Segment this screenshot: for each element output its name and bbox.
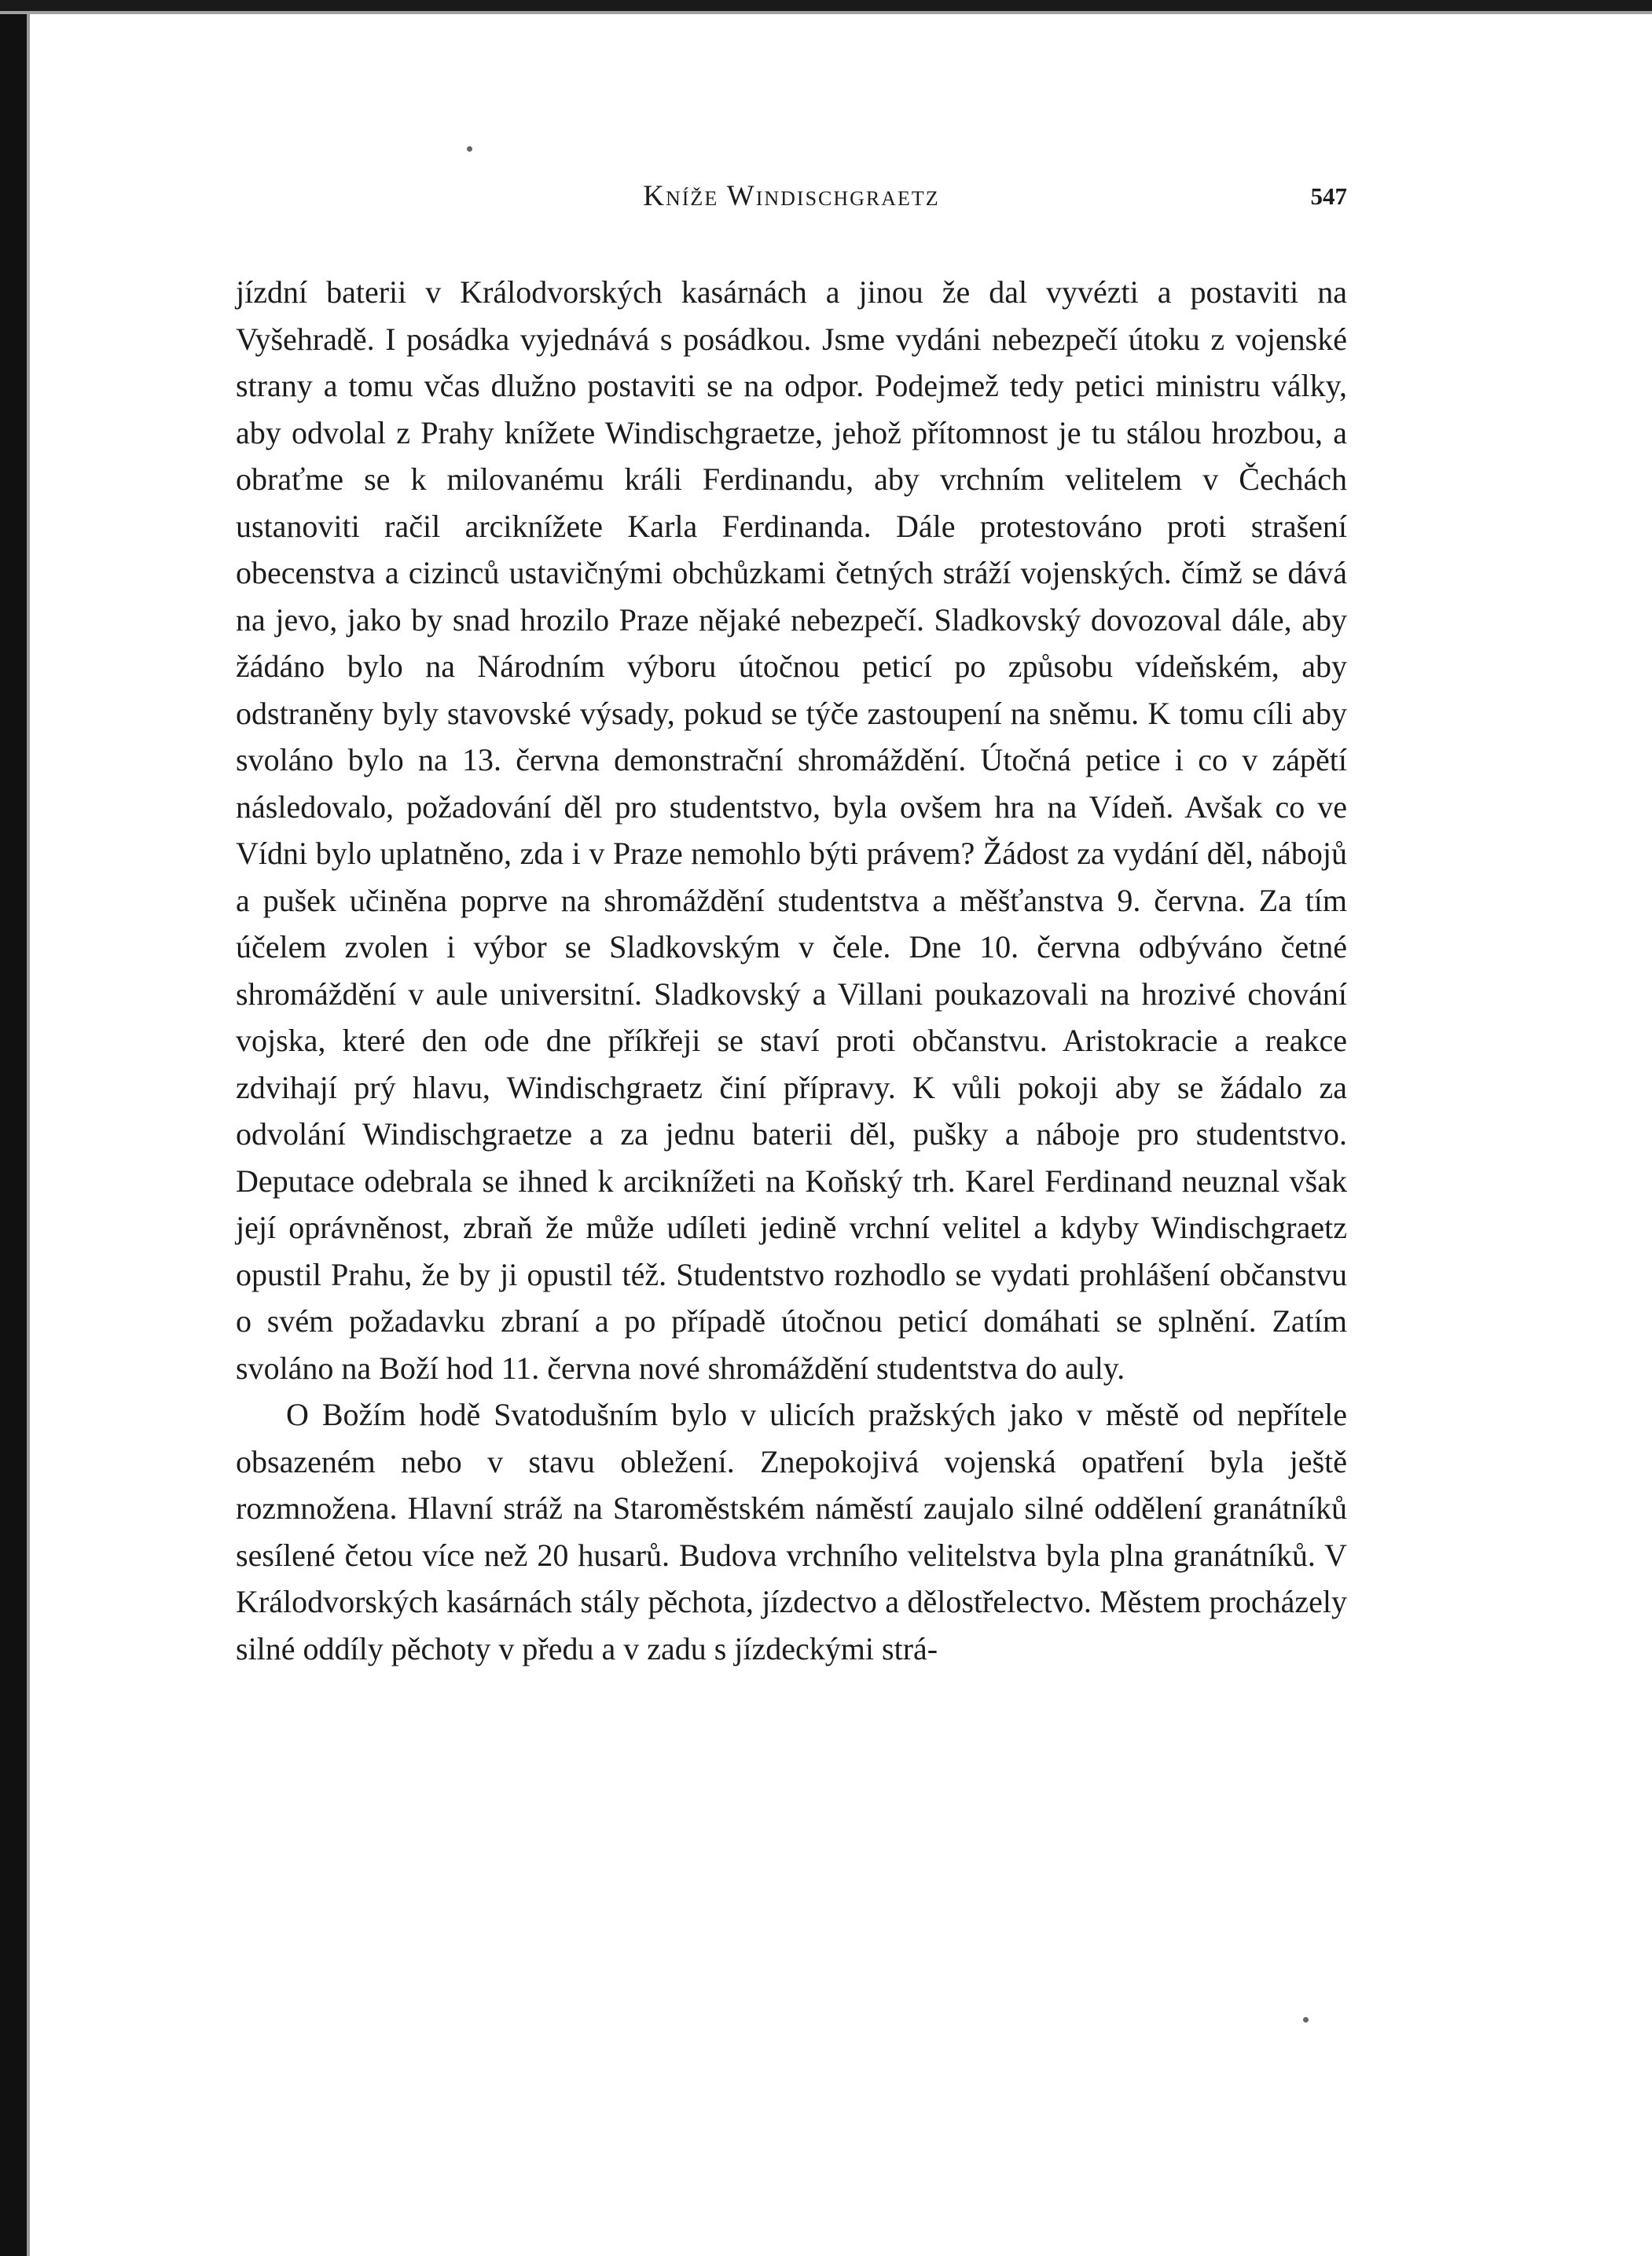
paragraph-continued: jízdní baterii v Králodvorských kasárnách a jinou že dal vyvézti a postaviti na Vyšehradě. I posádka vyjednává s posádkou. Jsme vydáni nebezpečí útoku z vojenské strany a tomu včas dlužno postaviti se na odpor. Podejmež tedy petici ministru války, aby odvolal z Prahy knížete Windischgraetze, jehož přítomnost je tu stálou hrozbou, a obraťme se k milovanému králi Ferdinandu, aby vrchním velitelem v Čechách ustanoviti račil arciknížete Karla Ferdinanda. Dále protestováno proti strašení obecenstva a cizinců ustavičnými obchůzkami četných stráží vojenských. čímž se dává na jevo, jako by snad hrozilo Praze nějaké nebezpečí. Sladkovský dovozoval dále, aby žádáno bylo na Národním výboru útočnou peticí po způsobu vídeňském, aby odstraněny byly stavovské výsady, pokud se týče zastoupení na sněmu. K tomu cíli aby svoláno bylo na 13. června demonstrační shromáždění. Útočná petice i co v zápětí následovalo, požadování děl pro studentstvo, byla ovšem hra na Vídeň. Avšak co ve Vídni bylo uplatněno, zda i v Praze nemohlo býti právem? Žádost za vydání děl, nábojů a pušek učiněna poprve na shromáždění studentstva a měšťanstva 9. června. Za tím účelem zvolen i výbor se Sladkovským v čele. Dne 10. června odbýváno četné shromáždění v aule universitní. Sladkovský a Villani poukazovali na hrozivé chování vojska, které den ode dne příkřeji se staví proti občanstvu. Aristokracie a reakce zdvihají prý hlavu, Windischgraetz činí přípravy. K vůli pokoji aby se žádalo za odvolání Windischgraetze a za jednu baterii děl, pušky a náboje pro studentstvo. Deputace odebrala se ihned k arciknížeti na Koňský trh. Karel Ferdinand neuznal však její oprávněnost, zbraň že může udíleti jedině vrchní velitel a kdyby Windischgraetz opustil Prahu, že by ji opustil též. Studentstvo rozhodlo se vydati prohlášení občanstvu o svém požadavku zbraní a po případě útočnou peticí domáhati se splnění. Zatím svoláno na Boží hod 11. června nové shromáždění studentstva do auly. [236, 274, 1347, 1386]
paragraph: O Božím hodě Svatodušním bylo v ulicích pražských jako v městě od nepřítele obsazeném nebo v stavu obležení. Znepokojivá vojenská opatření byla ještě rozmnožena. Hlavní stráž na Staroměstském náměstí zaujalo silné oddělení granátníků sesílené četou více než 20 husarů. Budova vrchního velitelstva byla plna granátníků. V Králodvorských kasárnách stály pěchota, jízdectvo a dělostřelectvo. Městem procházely silné oddíly pěchoty v předu a v zadu s jízdeckými strá- [236, 1397, 1347, 1666]
page-text [236, 269, 1347, 1672]
scan-top-edge-shadow [0, 11, 1652, 14]
scan-left-edge-shadow [27, 0, 30, 2256]
scan-speck [1303, 2017, 1309, 2023]
scan-top-edge [0, 0, 1652, 11]
running-head [236, 179, 1347, 223]
scan-speck [467, 146, 472, 152]
running-title: Kníže Windischgraetz [643, 180, 940, 212]
page-number: 547 [1310, 182, 1347, 210]
scan-left-edge [0, 0, 27, 2256]
